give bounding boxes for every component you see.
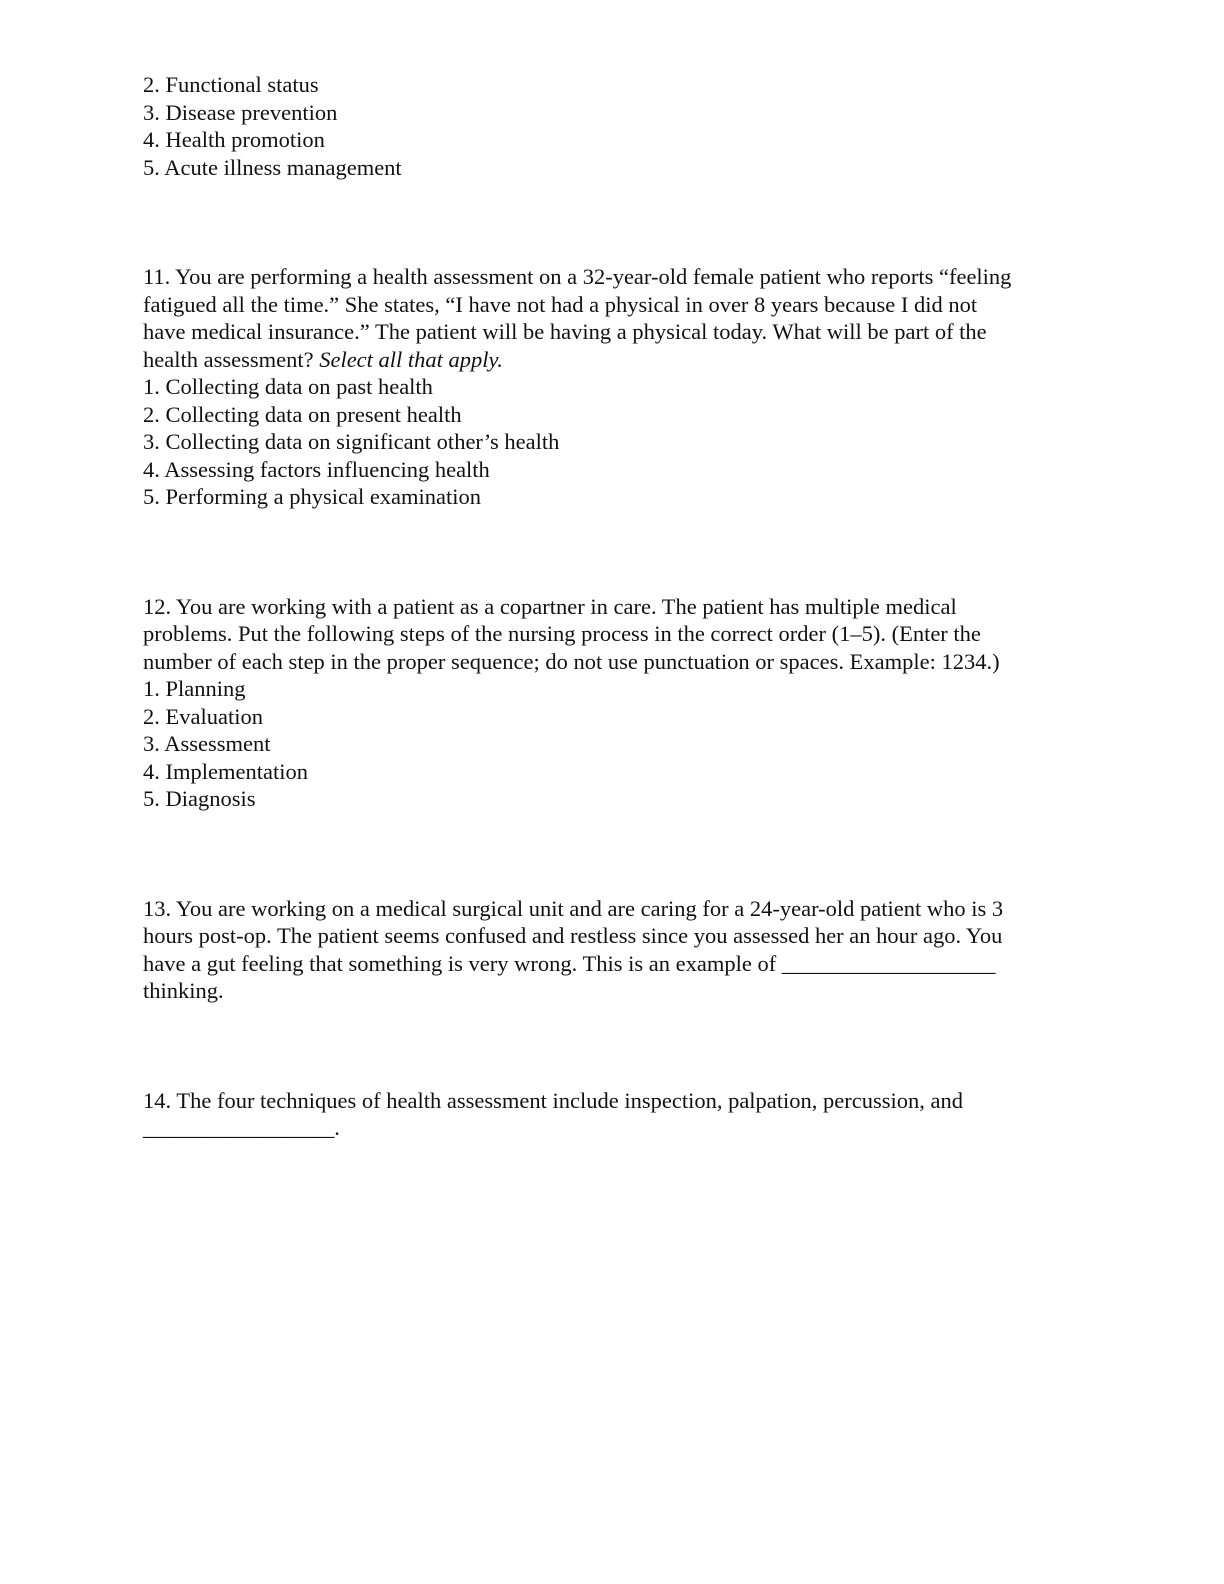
option-item: 5. Diagnosis <box>143 786 256 811</box>
spacer <box>143 813 1083 895</box>
question-text-line: 12. You are working with a patient as a copartner in care. The patient has multiple medical <box>143 593 957 619</box>
question-13 <box>143 895 1083 1005</box>
option-item: 2. Evaluation <box>143 703 263 729</box>
question-text-line: hours post-op. The patient seems confused and restless since you assessed her an hour ago. You <box>143 923 1003 948</box>
spacer <box>143 181 1083 263</box>
question-text-line: 11. You are performing a health assessment on a 32-year-old female patient who reports “feeling <box>143 264 1012 289</box>
option-item: 1. Collecting data on past health <box>143 374 433 399</box>
question-text-prefix: health assessment? <box>143 346 320 372</box>
option-item: 1. Planning <box>143 676 246 701</box>
question-text-line: problems. Put the following steps of the nursing process in the correct order (1–5). (Enter the <box>143 621 981 646</box>
option-item: 4. Health promotion <box>143 127 325 152</box>
question-12 <box>143 593 1083 813</box>
question-text-line: fatigued all the time.” She states, “I have not had a physical in over 8 years because I did not <box>143 291 978 317</box>
spacer <box>143 511 1083 593</box>
option-item: 5. Performing a physical examination <box>143 484 482 509</box>
option-item: 2. Collecting data on present health <box>143 401 462 427</box>
q10-options-continued <box>143 71 1083 181</box>
question-text-line: 14. The four techniques of health assessment include inspection, palpation, percussion, and <box>143 1087 964 1113</box>
option-item: 3. Disease prevention <box>143 99 338 125</box>
question-text-line: number of each step in the proper sequence; do not use punctuation or spaces. Example: 1234.) <box>143 648 1000 674</box>
option-item: 5. Acute illness management <box>143 154 402 180</box>
option-item: 2. Functional status <box>143 72 319 97</box>
question-text-line: thinking. <box>143 978 224 1003</box>
question-text-line <box>143 346 1083 374</box>
document-page <box>143 71 1083 1142</box>
select-all-instruction: Select all that apply. <box>319 346 503 372</box>
question-text-line: _________________. <box>143 1115 340 1140</box>
option-item: 4. Assessing factors influencing health <box>143 456 490 482</box>
question-text-line: have a gut feeling that something is very wrong. This is an example of ___________________ <box>143 950 996 976</box>
question-text-line: 13. You are working on a medical surgical unit and are caring for a 24-year-old patient who is 3 <box>143 895 1004 921</box>
option-item: 4. Implementation <box>143 758 308 784</box>
question-14 <box>143 1087 1083 1142</box>
question-text-line: have medical insurance.” The patient will be having a physical today. What will be part of the <box>143 319 987 344</box>
question-11 <box>143 263 1083 511</box>
option-item: 3. Collecting data on significant other’s health <box>143 429 560 454</box>
spacer <box>143 1005 1083 1087</box>
option-item: 3. Assessment <box>143 731 271 756</box>
